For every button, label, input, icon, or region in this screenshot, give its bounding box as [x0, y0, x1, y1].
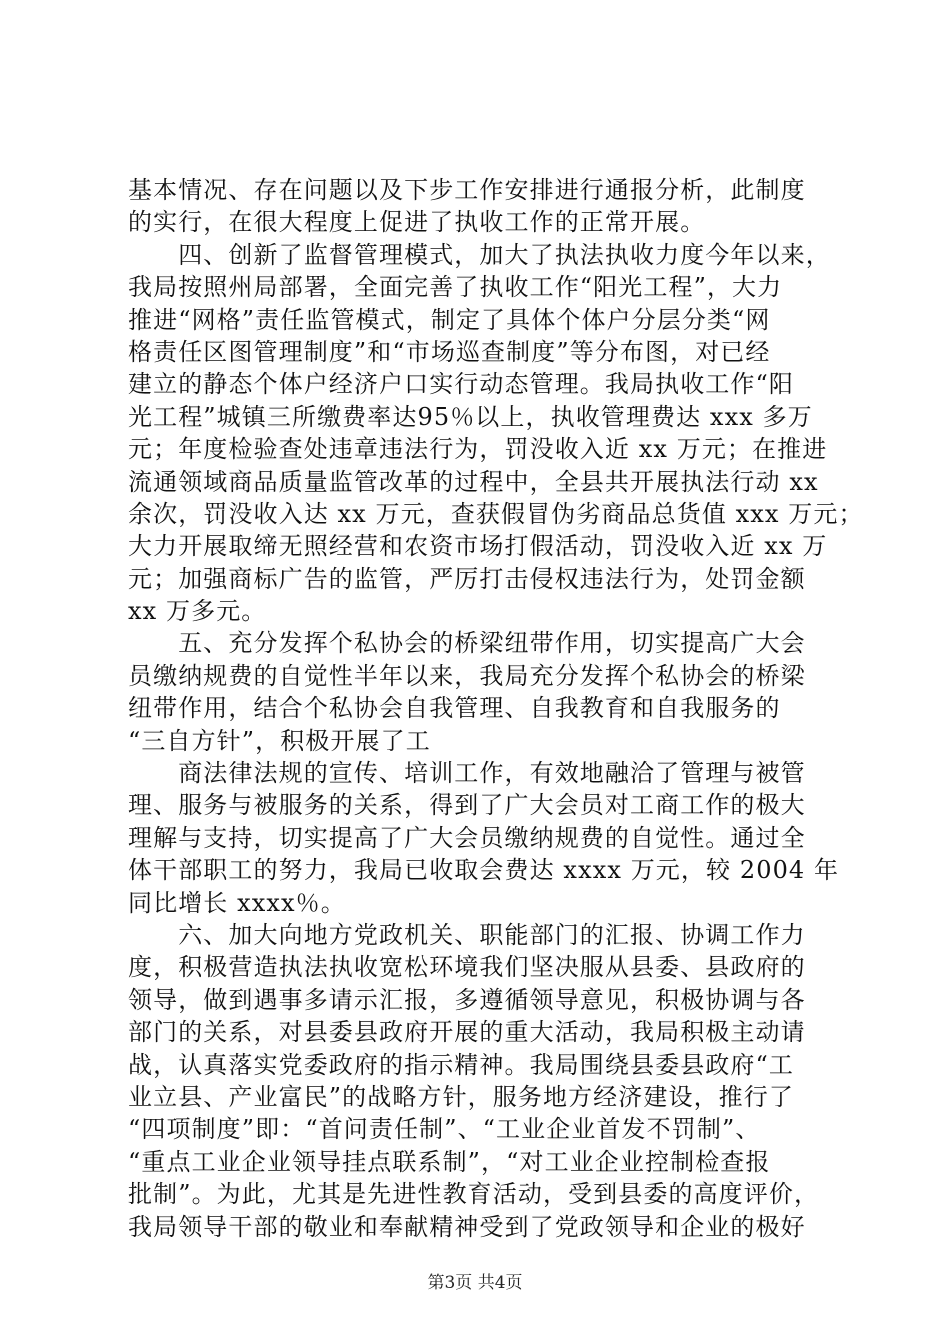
text-line: 业立县、产业富民”的战略方针，服务地方经济建设，推行了 — [128, 1082, 794, 1111]
text-line: 部门的关系，对县委县政府开展的重大活动，我局积极主动请 — [128, 1018, 806, 1047]
text-line: 余次，罚没收入达 xx 万元，查获假冒伪劣商品总货值 xxx 万元； — [128, 499, 864, 528]
text-line: 同比增长 xxxx％。 — [128, 888, 346, 917]
text-line: 员缴纳规费的自觉性半年以来，我局充分发挥个私协会的桥梁 — [128, 661, 806, 690]
text-line: 批制”。为此，尤其是先进性教育活动，受到县委的高度评价， — [128, 1180, 820, 1209]
text-line: 流通领域商品质量监管改革的过程中，全县共开展执法行动 xx — [128, 467, 819, 496]
text-line: 元；加强商标广告的监管，严厉打击侵权违法行为，处罚金额 — [128, 564, 806, 593]
text-line: “四项制度”即：“首问责任制”、“工业企业首发不罚制”、 — [128, 1115, 761, 1144]
text-line: 大力开展取缔无照经营和农资市场打假活动，罚没收入近 xx 万 — [128, 532, 828, 561]
text-line: 领导，做到遇事多请示汇报，多遵循领导意见，积极协调与各 — [128, 985, 806, 1014]
text-line: 的实行，在很大程度上促进了执收工作的正常开展。 — [128, 208, 706, 237]
text-line: 我局按照州局部署，全面完善了执收工作“阳光工程”，大力 — [128, 273, 783, 302]
text-line: 纽带作用，结合个私协会自我管理、自我教育和自我服务的 — [128, 694, 781, 723]
text-line: 理、服务与被服务的关系，得到了广大会员对工商工作的极大 — [128, 791, 806, 820]
text-line: xx 万多元。 — [128, 597, 267, 626]
text-line: “重点工业企业领导挂点联系制”，“对工业企业控制检查报 — [128, 1147, 771, 1176]
text-line: 元；年度检验查处违章违法行为，罚没收入近 xx 万元；在推进 — [128, 435, 828, 464]
text-line: 六、加大向地方党政机关、职能部门的汇报、协调工作力 — [128, 920, 806, 949]
text-line: “三自方针”，积极开展了工 — [128, 726, 431, 755]
text-line: 度，积极营造执法执收宽松环境我们坚决服从县委、县政府的 — [128, 953, 806, 982]
text-line: 理解与支持，切实提高了广大会员缴纳规费的自觉性。通过全 — [128, 823, 806, 852]
text-line: 我局领导干部的敬业和奉献精神受到了党政领导和企业的极好 — [128, 1212, 806, 1241]
text-line: 推进“网格”责任监管模式，制定了具体个体户分层分类“网 — [128, 305, 771, 334]
text-line: 五、充分发挥个私协会的桥梁纽带作用，切实提高广大会 — [128, 629, 806, 658]
page-footer: 第3页 共4页 — [427, 1273, 523, 1293]
text-line: 基本情况、存在问题以及下步工作安排进行通报分析，此制度 — [128, 176, 806, 204]
text-line: 四、创新了监督管理模式，加大了执法执收力度今年以来， — [128, 240, 831, 269]
text-line: 体干部职工的努力，我局已收取会费达 xxxx 万元，较 2004 年 — [128, 856, 840, 885]
text-line: 商法律法规的宣传、培训工作，有效地融洽了管理与被管 — [128, 759, 806, 788]
text-line: 格责任区图管理制度”和“市场巡查制度”等分布图，对已经 — [128, 337, 771, 366]
text-line: 战，认真落实党委政府的指示精神。我局围绕县委县政府“工 — [128, 1050, 794, 1079]
document-body — [128, 174, 864, 1243]
text-line: 建立的静态个体户经济户口实行动态管理。我局执收工作“阳 — [128, 370, 794, 399]
text-line: 光工程”城镇三所缴费率达95％以上，执收管理费达 xxx 多万 — [128, 402, 813, 431]
